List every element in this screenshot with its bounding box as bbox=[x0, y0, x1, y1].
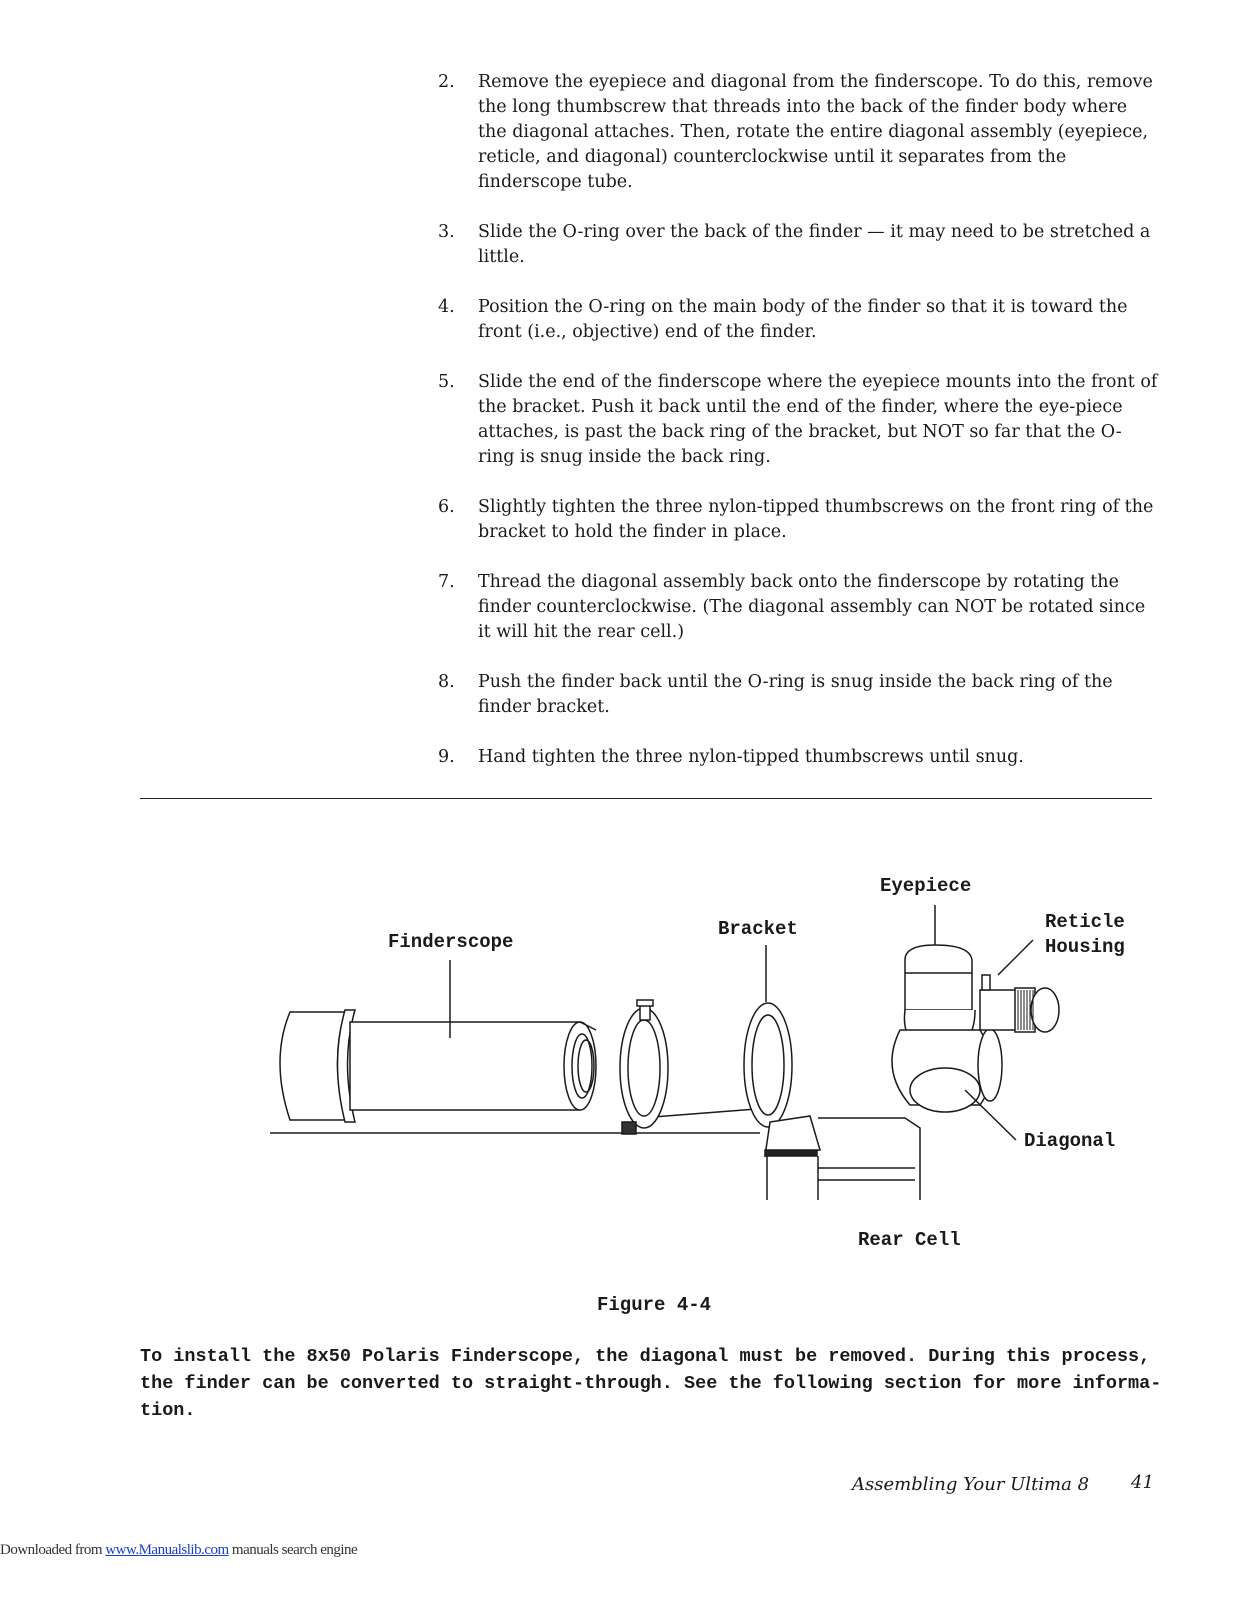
step-number: 5. bbox=[438, 372, 455, 392]
label-bracket: Bracket bbox=[718, 918, 798, 940]
label-eyepiece: Eyepiece bbox=[880, 875, 972, 897]
download-suffix: manuals search engine bbox=[228, 1542, 358, 1558]
step-text: Remove the eyepiece and diagonal from the finderscope. To do this, remove the long thumbscrew that threads into the back of the finder body where the diagonal attaches. Then, rotate the entire diagonal assembly (eyepiece, reticle, and diagonal) counterclockwise until it separates from the finderscope tube. bbox=[478, 72, 1153, 192]
step-number: 2. bbox=[438, 72, 455, 92]
step-text: Thread the diagonal assembly back onto the finderscope by rotating the finder counterclockwise. (The diagonal assembly can NOT be rotated since it will hit the rear cell.) bbox=[478, 572, 1146, 642]
diagonal-assembly bbox=[892, 945, 1059, 1112]
label-finderscope: Finderscope bbox=[388, 931, 514, 953]
bracket-base-block bbox=[765, 1116, 820, 1200]
bracket-back-ring bbox=[744, 1003, 792, 1127]
manualslib-link[interactable]: www.Manualslib.com bbox=[105, 1542, 229, 1558]
download-credit bbox=[0, 1542, 357, 1559]
step-text: Slightly tighten the three nylon-tipped thumbscrews on the front ring of the bracket to hold the finder in place. bbox=[478, 497, 1154, 542]
page-number: 41 bbox=[1131, 1472, 1154, 1493]
label-reticle-line2: Housing bbox=[1045, 936, 1125, 958]
step-text: Slide the O-ring over the back of the finder — it may need to be stretched a little. bbox=[478, 222, 1151, 267]
step-number: 4. bbox=[438, 297, 455, 317]
bracket-front-ring bbox=[620, 1000, 668, 1134]
finderscope-tube bbox=[280, 1010, 596, 1122]
step-number: 7. bbox=[438, 572, 455, 592]
figure-caption: Figure 4-4 bbox=[597, 1294, 712, 1316]
install-note: To install the 8x50 Polaris Finderscope, the diagonal must be removed. During this process, the finder can be converted to straight-through. See the following section for more informa-tion. bbox=[140, 1346, 1162, 1421]
label-reticle-line1: Reticle bbox=[1045, 911, 1125, 933]
step-number: 3. bbox=[438, 222, 455, 242]
reticle-leader bbox=[998, 940, 1033, 975]
step-text: Position the O-ring on the main body of the finder so that it is toward the front (i.e., objective) end of the finder. bbox=[478, 297, 1128, 342]
step-text: Slide the end of the finderscope where the eyepiece mounts into the front of the bracket. Push it back until the end of the finder, where the eye-piece attaches, is past the back ring of the bracket, but NOT so far that the O-ring is snug inside the back ring. bbox=[478, 372, 1158, 467]
step-text: Push the finder back until the O-ring is snug inside the back ring of the finder bracket. bbox=[478, 672, 1113, 717]
step-number: 9. bbox=[438, 747, 455, 767]
step-number: 8. bbox=[438, 672, 455, 692]
label-rear-cell: Rear Cell bbox=[858, 1229, 961, 1251]
step-text: Hand tighten the three nylon-tipped thumbscrews until snug. bbox=[478, 747, 1024, 767]
rear-cell bbox=[818, 1118, 920, 1200]
label-diagonal: Diagonal bbox=[1024, 1130, 1116, 1152]
footer-title: Assembling Your Ultima 8 bbox=[852, 1474, 1090, 1495]
download-prefix: Downloaded from bbox=[0, 1542, 106, 1558]
step-number: 6. bbox=[438, 497, 455, 517]
